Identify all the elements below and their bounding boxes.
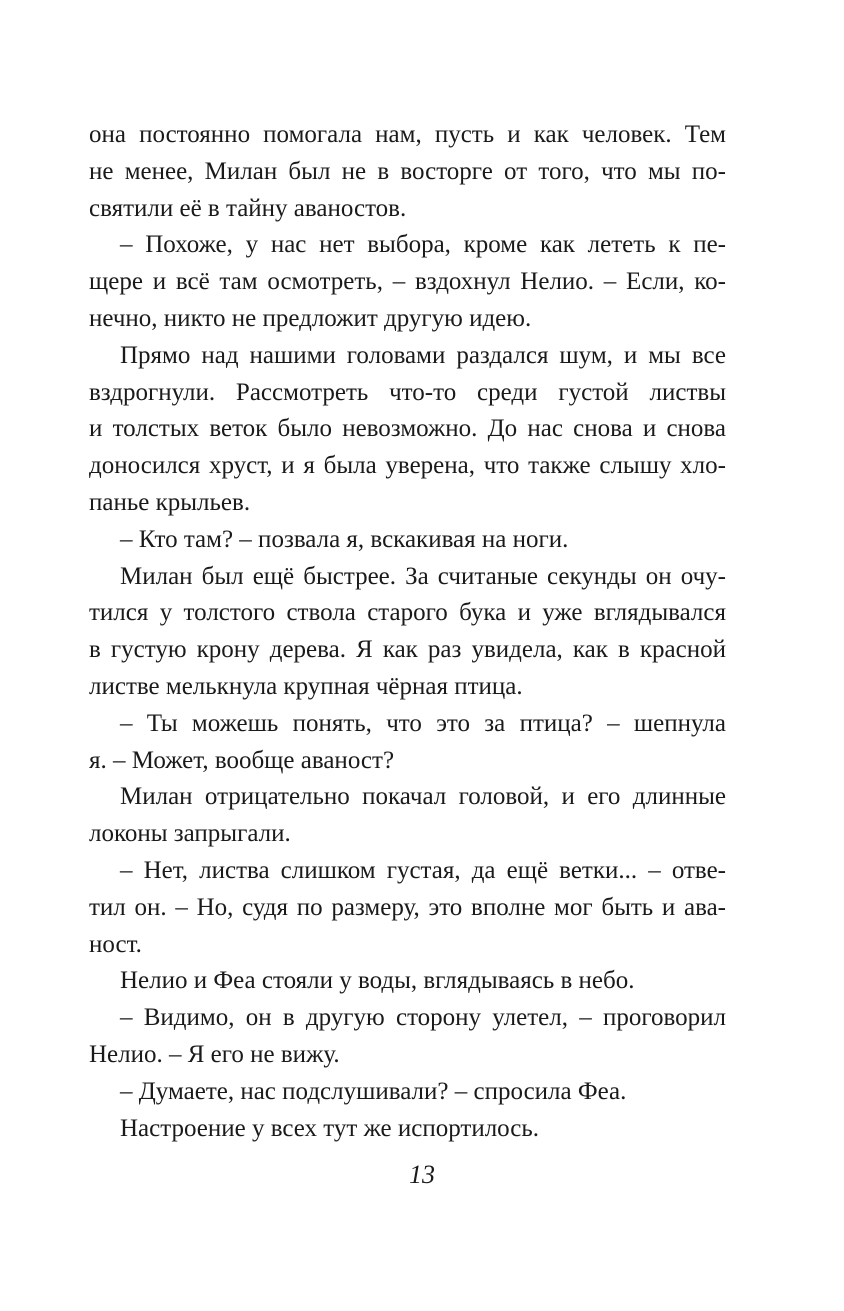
text-line: панье крыльев. (89, 488, 251, 516)
text-line: доносился хруст, и я была уверена, что также слышу хло- (89, 452, 726, 480)
text-line: Настроение у всех тут же испортилось. (120, 1114, 540, 1142)
text-line: тился у толстого ствола старого бука и уже вглядывался (89, 599, 726, 627)
text-line: щере и всё там осмотреть, – вздохнул Нелио. – Если, ко- (89, 268, 726, 296)
text-line: – Видимо, он в другую сторону улетел, – проговорил (120, 1004, 726, 1032)
text-line: – Кто там? – позвала я, вскакивая на ноги. (120, 525, 569, 553)
text-line: ност. (89, 930, 142, 958)
text-line: листве мелькнула крупная чёрная птица. (89, 672, 523, 700)
text-line: – Думаете, нас подслушивали? – спросила Феа. (120, 1077, 627, 1105)
text-line: святили её в тайну аваностов. (89, 194, 407, 222)
text-line: я. – Может, вообще аваност? (89, 746, 395, 774)
text-line: – Похоже, у нас нет выбора, кроме как лететь к пе- (120, 231, 726, 259)
text-line: она постоянно помогала нам, пусть и как человек. Тем (89, 121, 726, 148)
text-line: – Ты можешь понять, что это за птица? – шепнула (120, 709, 726, 737)
text-line: и толстых веток было невозможно. До нас снова и снова (89, 415, 726, 443)
text-line: вздрогнули. Рассмотреть что-то среди густой листвы (89, 378, 726, 406)
text-line: – Нет, листва слишком густая, да ещё ветки... – отве- (120, 856, 726, 884)
text-line: Милан был ещё быстрее. За считаные секунды он очу- (120, 562, 726, 590)
text-line: локоны запрыгали. (89, 820, 291, 848)
text-line: Прямо над нашими головами раздался шум, и мы все (120, 341, 726, 369)
text-line: Милан отрицательно покачал головой, и его длинные (120, 783, 726, 811)
page-number: 13 (409, 1160, 435, 1189)
body-text (89, 117, 726, 1147)
text-line: в густую крону дерева. Я как раз увидела, как в красной (89, 636, 726, 664)
text-line: тил он. – Но, судя по размеру, это вполне мог быть и ава- (89, 893, 726, 921)
text-line: нечно, никто не предложит другую идею. (89, 304, 532, 332)
text-line: Нелио. – Я его не вижу. (89, 1040, 340, 1068)
text-line: Нелио и Феа стояли у воды, вглядываясь в небо. (120, 967, 635, 995)
text-line: не менее, Милан был не в восторге от того, что мы по- (89, 157, 726, 185)
